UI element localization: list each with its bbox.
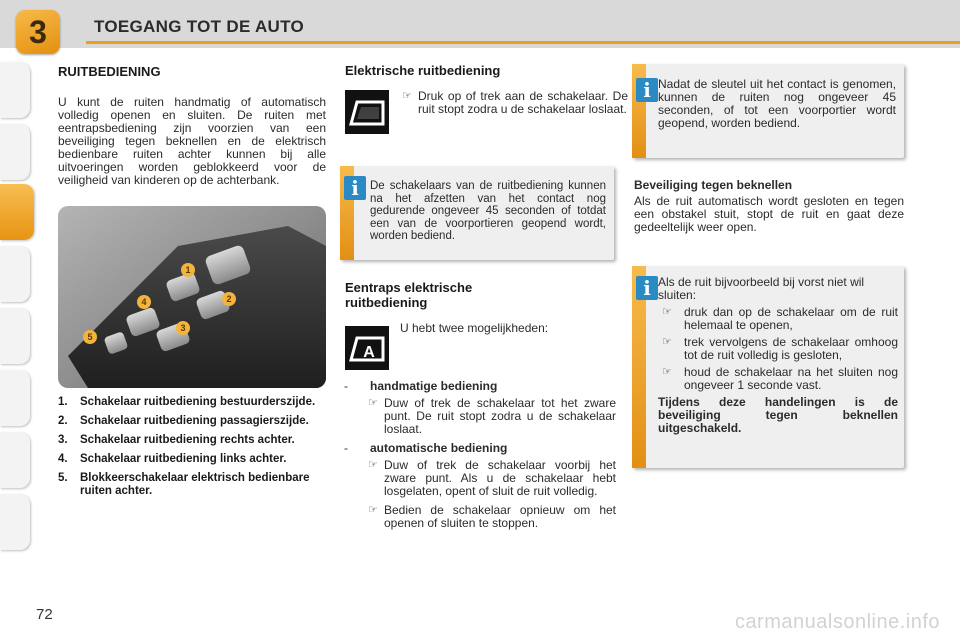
legend-item	[58, 453, 328, 466]
auto-title: automatische bediening	[370, 441, 508, 455]
info-icon: i	[344, 176, 366, 200]
hand-pointer-icon: ☞	[662, 366, 672, 378]
legend-number: 1.	[58, 396, 68, 408]
auto-stop-step: ☞ Bedien de schakelaar opnieuw om het openen of sluiten te stoppen.	[368, 503, 616, 530]
manual-operation	[344, 380, 616, 530]
auto-window-pictogram	[345, 326, 389, 370]
legend-item	[58, 396, 328, 409]
chapter-tab[interactable]	[0, 370, 30, 426]
door-switch-illustration	[58, 206, 326, 388]
intro-paragraph: U kunt de ruiten handmatig of automatisch volledig openen en sluiten. De ruiten met eentrapsbediening zijn voorzien van een beveiliging tegen beknellen en de elektrisch bedienbare ruiten achter kunnen bij alle uitvoeringen worden geblokkeerd voor de veiligheid van kinderen op de achterbank.	[58, 95, 326, 187]
info-box-switch-timing	[340, 166, 614, 260]
chapter-tab[interactable]	[0, 246, 30, 302]
callout-1: 1	[185, 265, 191, 275]
chapter-title: TOEGANG TOT DE AUTO	[94, 17, 305, 36]
info-steps	[658, 306, 898, 435]
legend-number: 3.	[58, 434, 68, 446]
callout-3: 3	[180, 323, 186, 333]
page-number: 72	[36, 606, 53, 623]
auto-letter: A	[363, 344, 375, 361]
door-switch-photo	[58, 206, 326, 388]
info-intro: Als de ruit bijvoorbeeld bij vorst niet wil sluiten:	[658, 275, 865, 302]
component-legend	[58, 396, 328, 504]
hand-pointer-icon: ☞	[368, 459, 378, 471]
info-step: ☞ trek vervolgens de schakelaar omhoog tot de ruit volledig is gesloten,	[662, 335, 898, 362]
section-heading: Elektrische ruitbediening	[345, 63, 501, 78]
legend-text: Schakelaar ruitbediening rechts achter.	[80, 434, 295, 446]
callout-2: 2	[226, 294, 232, 304]
info-step: ☞ houd de schakelaar na het sluiten nog ongeveer 1 seconde vast.	[662, 365, 898, 392]
hand-pointer-icon: ☞	[662, 336, 672, 348]
watermark: carmanualsonline.info	[734, 611, 940, 633]
info-step: ☞ druk dan op de schakelaar om de ruit helemaal te openen,	[662, 305, 898, 332]
callout-4: 4	[141, 297, 147, 307]
hand-pointer-icon: ☞	[662, 306, 672, 318]
legend-number: 2.	[58, 415, 68, 427]
legend-item	[58, 415, 328, 428]
section-heading: RUITBEDIENING	[58, 64, 161, 79]
info-icon: i	[636, 78, 658, 102]
legend-text: Blokkeerschakelaar elektrisch bedienbare ruiten achter.	[80, 472, 310, 497]
legend-item	[58, 472, 328, 498]
info-warning: Tijdens deze handelingen is de beveiliging tegen beknellen uitgeschakeld.	[658, 395, 898, 435]
info-text: Nadat de sleutel uit het contact is genomen, kunnen de ruiten nog ongeveer 45 seconden, of tot een voorportier wordt geopend, worden bediend.	[658, 77, 896, 130]
legend-number: 4.	[58, 453, 68, 465]
dash: -	[344, 379, 348, 393]
hand-pointer-icon: ☞	[402, 90, 412, 102]
chapter-badge: 3	[16, 10, 60, 54]
auto-step: ☞ Duw of trek de schakelaar voorbij het zware punt. Als u de schakelaar hebt losgelaten, opent of sluit de ruit volledig.	[368, 458, 616, 498]
window-switch-pictogram	[345, 90, 389, 134]
hand-pointer-icon: ☞	[368, 504, 378, 516]
legend-text: Schakelaar ruitbediening passagierszijde.	[80, 415, 309, 427]
chapter-tab[interactable]	[0, 124, 30, 180]
window-icon	[345, 90, 389, 134]
manual-title: handmatige bediening	[370, 379, 498, 393]
manual-step: ☞ Duw of trek de schakelaar tot het zware punt. De ruit stopt zodra u de schakelaar loslaat.	[368, 396, 616, 436]
legend-number: 5.	[58, 472, 68, 484]
chapter-tab[interactable]	[0, 62, 30, 118]
legend-item	[58, 434, 328, 447]
dash: -	[344, 441, 348, 455]
legend-text: Schakelaar ruitbediening bestuurderszijde.	[80, 396, 316, 408]
chapter-tab-active[interactable]	[0, 184, 34, 240]
chapter-tab[interactable]	[0, 432, 30, 488]
step-press-or-pull: ☞ Druk op of trek aan de schakelaar. De ruit stopt zodra u de schakelaar loslaat.	[402, 89, 628, 116]
section-heading: Eentraps elektrische ruitbediening	[345, 280, 473, 310]
subheading: Beveiliging tegen beknellen	[634, 178, 793, 192]
hand-pointer-icon: ☞	[368, 397, 378, 409]
options-intro: U hebt twee mogelijkheden:	[400, 321, 549, 335]
info-box-frost	[632, 266, 904, 468]
info-icon: i	[636, 276, 658, 300]
chapter-tab[interactable]	[0, 494, 30, 550]
callout-5: 5	[87, 332, 93, 342]
chapter-tabs	[0, 60, 34, 580]
header-accent-line	[86, 41, 960, 44]
chapter-tab[interactable]	[0, 308, 30, 364]
anti-pinch-text: Als de ruit automatisch wordt gesloten en tegen een obstakel stuit, stopt de ruit en gaat deze gedeeltelijk weer open.	[634, 194, 904, 234]
window-auto-icon	[345, 326, 389, 370]
info-box-key-removed	[632, 64, 904, 158]
info-text: De schakelaars van de ruitbediening kunnen na het afzetten van het contact nog gedurende ongeveer 45 seconden of totdat een van de voorportieren geopend wordt, worden bediend.	[370, 180, 606, 242]
legend-text: Schakelaar ruitbediening links achter.	[80, 453, 287, 465]
